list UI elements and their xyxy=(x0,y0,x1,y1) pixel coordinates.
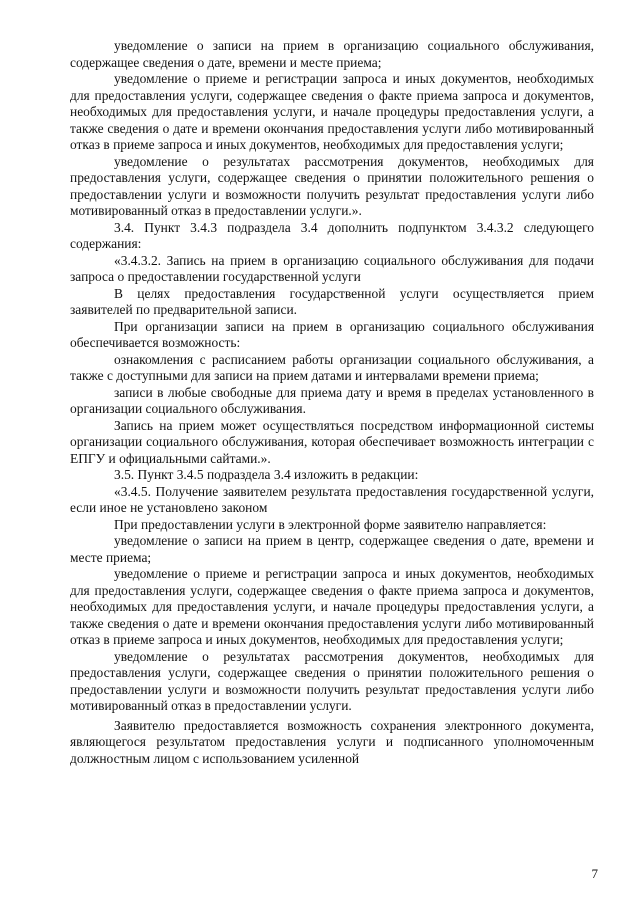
paragraph-subitem-3-4-5: «3.4.5. Получение заявителем результата предоставления государственной услуги, если иное не установлено законом xyxy=(70,483,594,515)
paragraph-item-3-5: 3.5. Пункт 3.4.5 подраздела 3.4 изложить в редакции: xyxy=(114,467,419,482)
document-page xyxy=(70,38,594,767)
paragraph-notice-appointment: уведомление о записи на прием в организацию социального обслуживания, содержащее сведения о дате, времени и месте приема; xyxy=(70,38,594,70)
paragraph-electronic-form: При предоставлении услуги в электронной форме заявителю направляется: xyxy=(114,516,547,532)
page-number: 7 xyxy=(591,866,598,881)
paragraph-notice-results: уведомление о результатах рассмотрения документов, необходимых для предоставления услуги, содержащее сведения о принятии положительного решения о предоставлении услуги и возможности получить результат предоставления услуги либо мотивированный отказ в предоставлении услуги.». xyxy=(70,153,594,218)
paragraph-schedule: ознакомления с расписанием работы организации социального обслуживания, а также с доступными для записи на прием датами и интервалами времени приема; xyxy=(70,351,594,383)
paragraph-subitem-3-4-3-2: «3.4.3.2. Запись на прием в организацию социального обслуживания для подачи запроса о предоставлении государственной услуги xyxy=(70,252,594,284)
paragraph-notice-center: уведомление о записи на прием в центр, содержащее сведения о дате, времени и месте приема; xyxy=(70,533,594,565)
paragraph-info-system: Запись на прием может осуществляться посредством информационной системы организации социального обслуживания, которая обеспечивает возможность интеграции с ЕПГУ и официальными сайтами.». xyxy=(70,417,594,466)
paragraph-item-3-4: 3.4. Пункт 3.4.3 подраздела 3.4 дополнить подпунктом 3.4.3.2 следующего содержания: xyxy=(70,219,594,251)
paragraph-save-document: Заявителю предоставляется возможность сохранения электронного документа, являющегося результатом предоставления услуги и подписанного уполномоченным должностным лицом с использованием усиленной xyxy=(70,717,594,766)
paragraph-record-organization: При организации записи на прием в организацию социального обслуживания обеспечивается возможность: xyxy=(70,318,594,350)
paragraph-notice-registration-2: уведомление о приеме и регистрации запроса и иных документов, необходимых для предоставления услуги, содержащее сведения о факте приема запроса и документов, необходимых для предоставления услуги, и начале процедуры предоставления услуги, а также сведения о дате и времени окончания предоставления услуги либо мотивированный отказ в приеме запроса и иных документов, необходимых для предоставления услуги; xyxy=(70,566,594,647)
paragraph-preliminary-record: В целях предоставления государственной услуги осуществляется прием заявителей по предварительной записи. xyxy=(70,285,594,317)
paragraph-free-slots: записи в любые свободные для приема дату и время в пределах установленного в организации социального обслуживания. xyxy=(70,384,594,416)
paragraph-notice-registration: уведомление о приеме и регистрации запроса и иных документов, необходимых для предоставления услуги, содержащее сведения о факте приема запроса и документов, необходимых для предоставления услуги, и начале процедуры предоставления услуги, а также сведения о дате и времени окончания предоставления услуги либо мотивированный отказ в приеме запроса и иных документов, необходимых для предоставления услуги; xyxy=(70,71,594,152)
paragraph-notice-results-2: уведомление о результатах рассмотрения документов, необходимых для предоставления услуги, содержащее сведения о принятии положительного решения о предоставлении услуги и возможности получить результат предоставления услуги либо мотивированный отказ в предоставлении услуги. xyxy=(70,648,594,713)
